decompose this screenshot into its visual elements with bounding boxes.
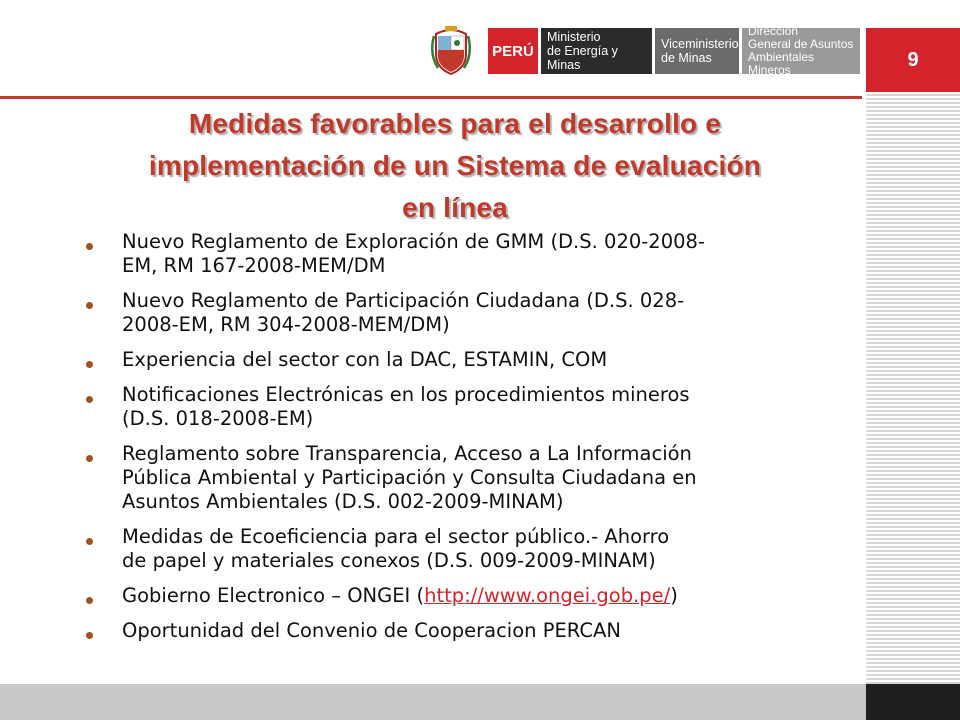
bullet-item: [82, 383, 832, 431]
bullet-text: Reglamento sobre Transparencia, Acceso a La Información: [122, 442, 692, 465]
ministry-line-1: Ministerio: [547, 30, 601, 44]
title-line-3: en línea: [402, 192, 508, 223]
bullet-text: Medidas de Ecoeficiencia para el sector público.- Ahorro: [122, 525, 670, 548]
bullet-dot-icon: [86, 632, 93, 639]
bullet-item: [82, 289, 832, 337]
bullet-dot-icon: [86, 597, 93, 604]
slide-title: [60, 103, 850, 229]
direction-line-2: General de Asuntos: [748, 37, 854, 51]
ministry-logo: [541, 28, 652, 74]
bullet-text: EM, RM 167-2008-MEM/DM: [122, 254, 386, 277]
bullet-text: Notificaciones Electrónicas en los procedimientos mineros: [122, 383, 690, 406]
bullet-list: [82, 230, 832, 654]
title-line-1: Medidas favorables para el desarrollo e: [188, 108, 722, 139]
bullet-text: Asuntos Ambientales (D.S. 002-2009-MINAM): [122, 490, 564, 513]
bullet-text: ): [670, 584, 678, 607]
bullet-dot-icon: [86, 243, 93, 250]
peru-logo: PERÚ: [488, 28, 538, 74]
bullet-text: Experiencia del sector con la DAC, ESTAMIN, COM: [122, 348, 608, 371]
viceministry-line-1: Viceministerio: [661, 37, 739, 51]
title-line-2: implementación de un Sistema de evaluación: [148, 150, 762, 181]
viceministry-logo: [655, 28, 739, 74]
bullet-text: 2008-EM, RM 304-2008-MEM/DM): [122, 313, 450, 336]
bullet-item: [82, 584, 832, 608]
viceministry-line-2: de Minas: [661, 51, 712, 65]
bullet-text: (D.S. 018-2008-EM): [122, 407, 314, 430]
footer-bar: [0, 684, 866, 720]
page-number: 9: [866, 28, 960, 92]
ministry-line-2: de Energía y Minas: [547, 44, 618, 72]
bullet-text: Oportunidad del Convenio de Cooperacion PERCAN: [122, 619, 621, 642]
bullet-item: [82, 619, 832, 643]
bullet-dot-icon: [86, 538, 93, 545]
direction-line-1: Dirección: [748, 24, 799, 38]
bullet-item: [82, 348, 832, 372]
bullet-dot-icon: [86, 361, 93, 368]
bullet-dot-icon: [86, 455, 93, 462]
bullet-item: [82, 230, 832, 278]
ongei-link[interactable]: http://www.ongei.gob.pe/: [424, 584, 671, 607]
bullet-text: Nuevo Reglamento de Participación Ciudadana (D.S. 028-: [122, 289, 685, 312]
header-divider: [0, 96, 862, 99]
bullet-item: [82, 442, 832, 514]
bullet-text: Gobierno Electronico – ONGEI (: [122, 584, 425, 607]
bullet-dot-icon: [86, 302, 93, 309]
direction-line-3: Ambientales Mineros: [748, 50, 815, 77]
bullet-text: de papel y materiales conexos (D.S. 009-2009-MINAM): [122, 549, 656, 572]
coat-of-arms-icon: [428, 24, 474, 76]
bullet-text: Nuevo Reglamento de Exploración de GMM (D.S. 020-2008-: [122, 230, 705, 253]
bullet-dot-icon: [86, 396, 93, 403]
side-stripes: [866, 92, 960, 684]
bullet-item: [82, 525, 832, 573]
direction-logo: [742, 24, 860, 77]
footer-corner: [866, 684, 960, 720]
bullet-text: Pública Ambiental y Participación y Consulta Ciudadana en: [122, 466, 697, 489]
